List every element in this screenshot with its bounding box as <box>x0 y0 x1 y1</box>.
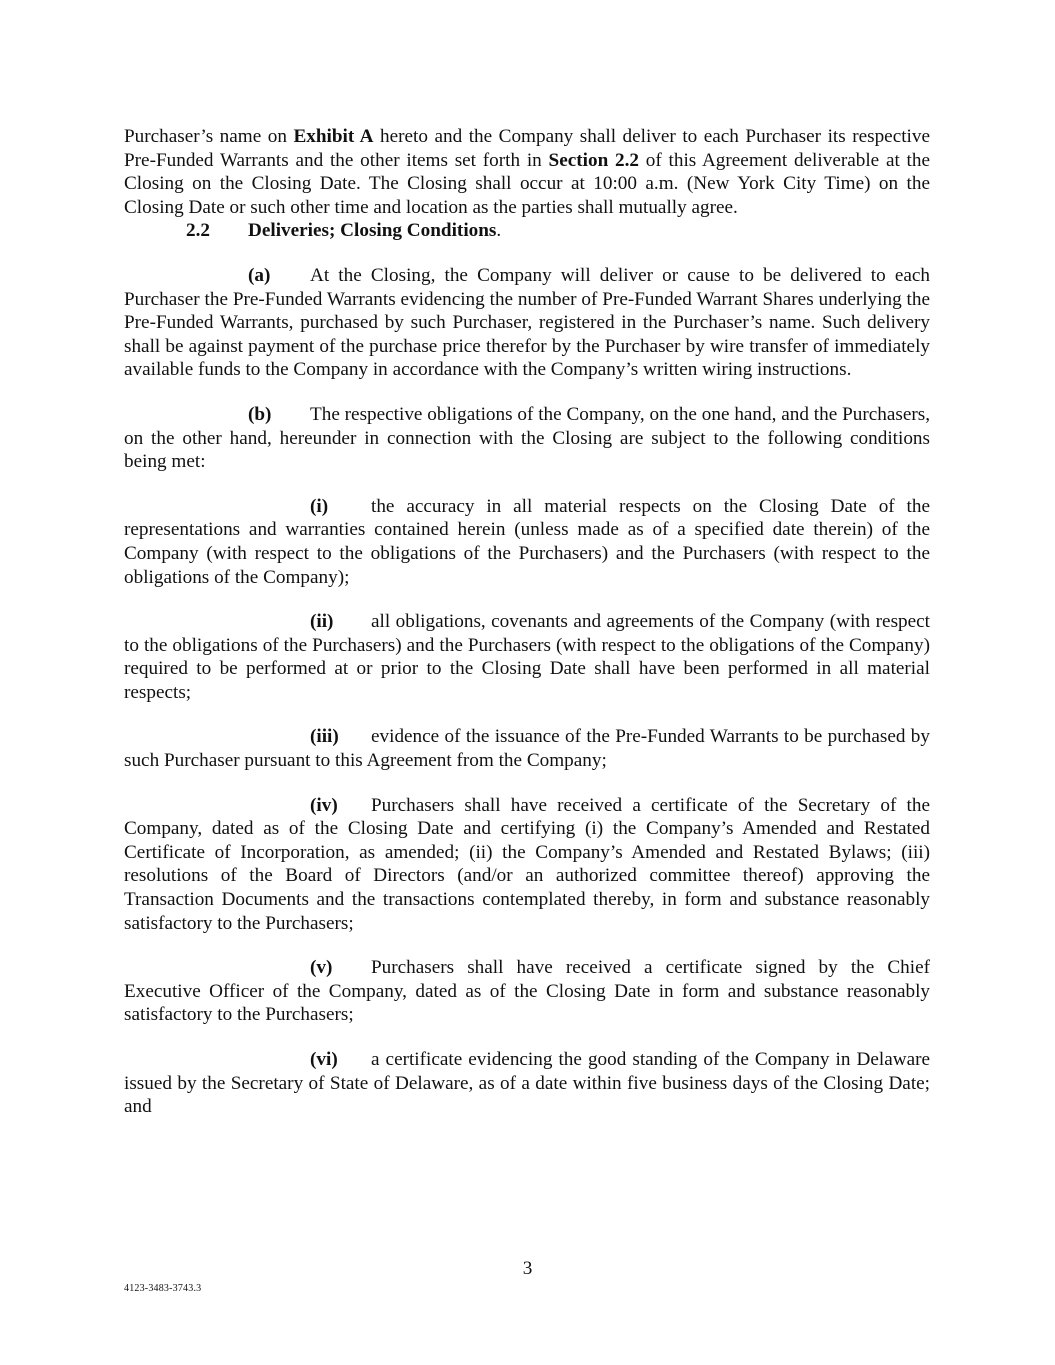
paragraph-b-text: The respective obligations of the Company, on the one hand, and the Purchasers, on the other hand, hereunder in connection with the Closing are subject to the following conditions being met: <box>124 403 930 473</box>
item-label: (ii) <box>310 611 334 633</box>
item-label: (iv) <box>310 794 338 816</box>
section-number: 2.2 <box>186 220 210 242</box>
list-item <box>124 610 930 704</box>
list-item <box>124 794 930 936</box>
item-text: Purchasers shall have received a certificate of the Secretary of the Company, dated as of the Closing Date and certifying (i) the Company’s Amended and Restated Certificate of Incorporation, as amended; (ii) the Company’s Amended and Restated Bylaws; (iii) resolutions of the Board of Directors (and/or an authorized committee thereof) approving the Transaction Documents and the transactions contemplated thereby, in form and substance reasonably satisfactory to the Purchasers; <box>124 794 930 934</box>
paragraph-b <box>124 403 930 474</box>
document-id: 4123-3483-3743.3 <box>124 1283 202 1294</box>
item-text: Purchasers shall have received a certificate signed by the Chief Executive Officer of the Company, dated as of the Closing Date in form and substance reasonably satisfactory to the Purchasers; <box>124 957 930 1026</box>
list-item <box>124 956 930 1027</box>
paragraph-a <box>124 264 930 382</box>
paragraph-a-label: (a) <box>248 264 271 286</box>
intro-paragraph <box>124 125 930 219</box>
list-item <box>124 1048 930 1119</box>
paragraph-a-text: At the Closing, the Company will deliver or cause to be delivered to each Purchaser the Pre-Funded Warrants evidencing the number of Pre-Funded Warrant Shares underlying the Pre-Funded Warrants, purchased by such Purchaser, registered in the Purchaser’s name. Such delivery shall be against payment of the purchase price therefor by the Purchaser by wire transfer of immediately available funds to the Company in accordance with the Company’s written wiring instructions. <box>124 264 930 381</box>
item-label: (iii) <box>310 726 339 748</box>
item-label: (vi) <box>310 1049 338 1070</box>
list-item <box>124 495 930 589</box>
item-text: the accuracy in all material respects on the Closing Date of the representations and warranties contained herein (unless made as of a specified date therein) of the Company (with respect to the obligations of the Purchasers) and the Purchasers (with respect to the obligations of the Company); <box>124 495 930 588</box>
item-text: all obligations, covenants and agreements of the Company (with respect to the obligations of the Purchasers) and the Purchasers (with respect to the obligations of the Company) required to be performed at or prior to the Closing Date shall have been performed in all material respects; <box>124 611 930 703</box>
section-title: Deliveries; Closing Conditions <box>248 220 497 242</box>
item-label: (i) <box>310 495 329 517</box>
section-reference: Section 2.2 <box>548 149 639 171</box>
page-body <box>124 125 930 1119</box>
item-text: evidence of the issuance of the Pre-Funded Warrants to be purchased by such Purchaser pursuant to this Agreement from the Company; <box>124 726 930 772</box>
intro-text-3: of this Agreement deliverable at the Closing on the Closing Date. The Closing shall occur at 10:00 a.m. (New York City Time) on the Closing Date or such other time and location as the parties shall mutually agree. <box>124 149 931 218</box>
exhibit-reference: Exhibit A <box>293 126 374 147</box>
intro-text-2: hereto and the Company shall deliver to each Purchaser its respective Pre-Funded Warrants and the other items set forth in <box>124 126 930 171</box>
section-heading <box>124 219 930 243</box>
item-label: (v) <box>310 957 333 979</box>
intro-text-1: Purchaser’s name on <box>124 126 294 147</box>
item-text: a certificate evidencing the good standing of the Company in Delaware issued by the Secretary of State of Delaware, as of a date within five business days of the Closing Date; and <box>124 1049 930 1118</box>
section-title-suffix: . <box>496 220 502 242</box>
page-number: 3 <box>522 1258 533 1279</box>
paragraph-b-label: (b) <box>248 403 272 425</box>
list-item <box>124 725 930 772</box>
